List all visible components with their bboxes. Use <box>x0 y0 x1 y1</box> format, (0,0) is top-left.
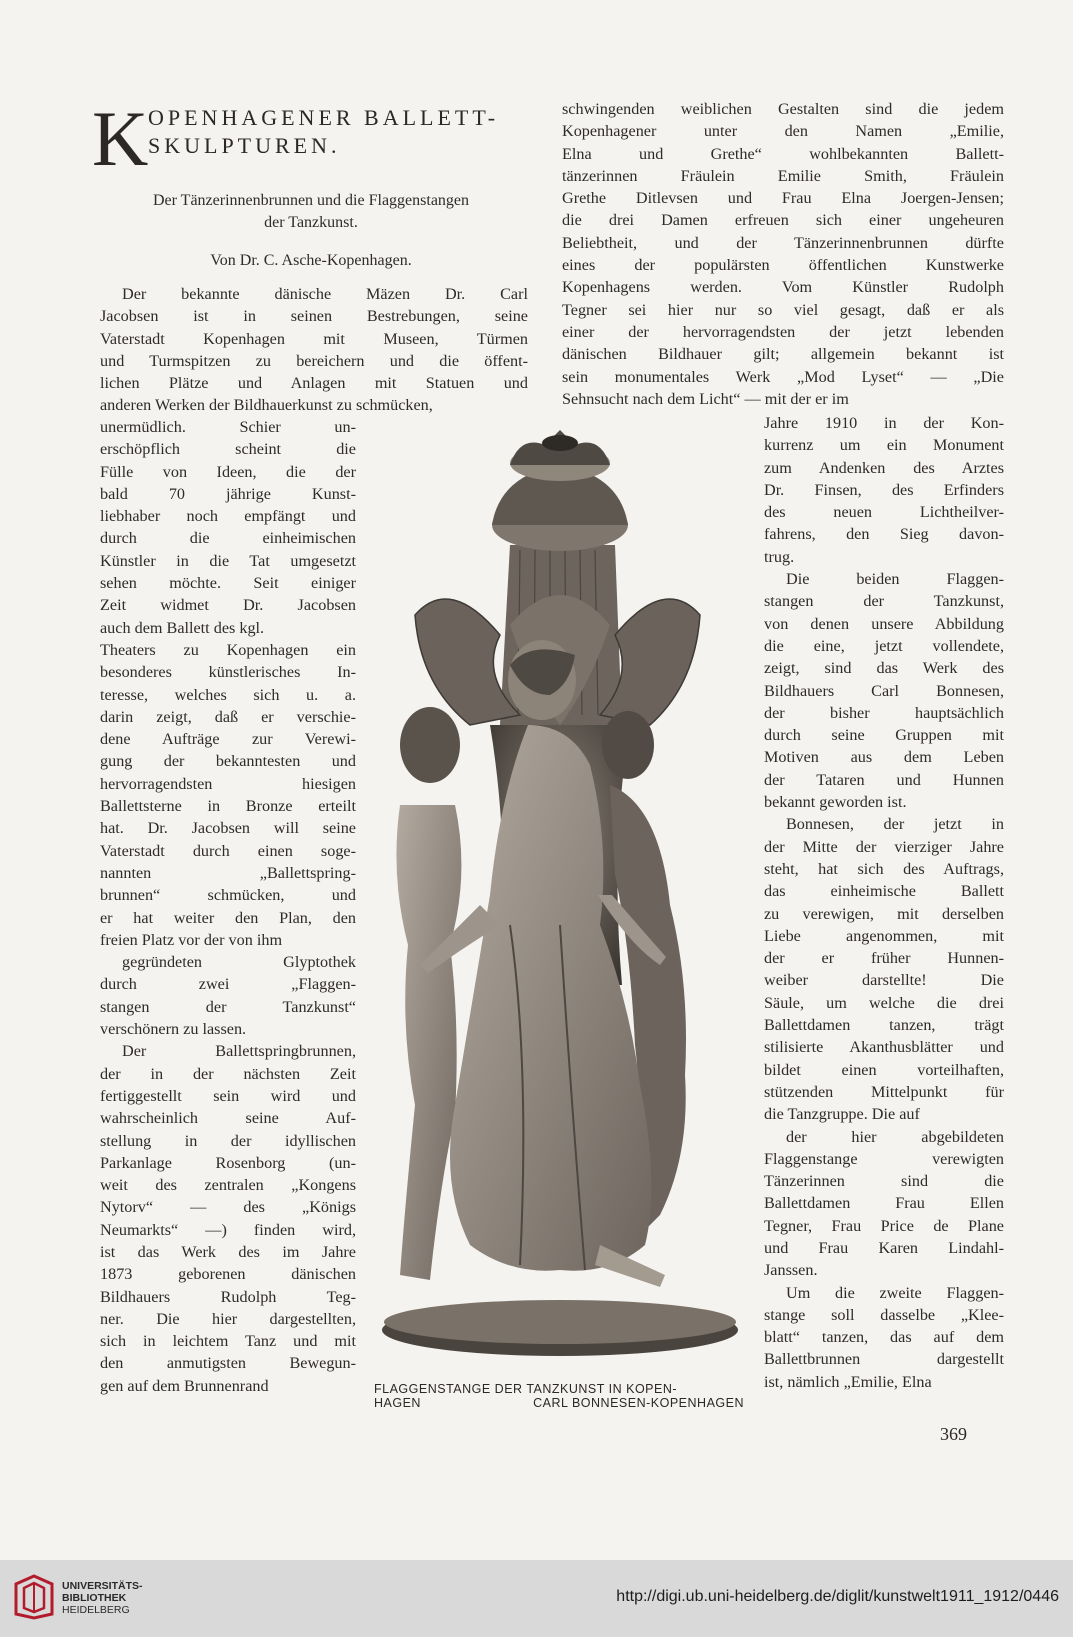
text-line: teresse, welches sich u. a. <box>100 685 356 704</box>
text-line: auch dem Ballett des kgl. <box>100 618 265 637</box>
text-line: weiber darstellte! Die <box>764 971 1004 990</box>
library-line-1: UNIVERSITÄTS- <box>62 1580 143 1592</box>
article-author: Von Dr. C. Asche-Kopenhagen. <box>210 252 412 269</box>
text-line: blatt“ tanzen, das auf dem <box>764 1328 1004 1347</box>
text-line: das einheimische Ballett <box>764 882 1004 901</box>
text-line: Tegner, Frau Price de Plane <box>764 1216 1004 1235</box>
text-line: erschöpflich scheint die <box>100 440 356 459</box>
text-line: zum Andenken des Arztes <box>764 458 1004 477</box>
right-column-full <box>562 98 1004 410</box>
text-line: verschönern zu lassen. <box>100 1020 247 1039</box>
text-line: die Tanzgruppe. Die auf <box>764 1105 920 1124</box>
text-line: Janssen. <box>764 1261 818 1280</box>
text-line: steht, hat sich des Auftrags, <box>764 859 1004 878</box>
text-line: fertiggestellt sein wird und <box>100 1086 356 1105</box>
text-line: Theaters zu Kopenhagen ein <box>100 640 356 659</box>
text-line: Bonnesen, der jetzt in <box>786 815 1004 834</box>
title-dropcap: K <box>92 95 149 182</box>
text-line: die drei Damen erfreuen sich einer ungeheuren <box>562 211 1004 230</box>
footer-bar <box>0 1560 1073 1637</box>
text-line: Ballettdamen tanzen, trägt <box>764 1016 1004 1035</box>
text-line: Neumarkts“ —) finden wird, <box>100 1220 356 1239</box>
source-url-link[interactable]: http://digi.ub.uni-heidelberg.de/diglit/kunstwelt1911_1912/0446 <box>616 1588 1059 1605</box>
figure-caption <box>374 1382 744 1410</box>
text-line: stilisierte Akanthusblätter und <box>764 1038 1004 1057</box>
text-line: anderen Werken der Bildhauerkunst zu schmücken, <box>100 396 433 415</box>
text-line: bekannt geworden ist. <box>764 793 907 812</box>
text-line: gung der bekanntesten und <box>100 752 356 771</box>
text-line: Fülle von Ideen, die der <box>100 462 356 481</box>
text-line: Vaterstadt durch einen soge- <box>100 841 356 860</box>
text-line: sehen möchte. Seit einiger <box>100 574 356 593</box>
library-logo-icon <box>12 1574 56 1620</box>
text-line: Motiven aus dem Leben <box>764 748 1004 767</box>
left-column-full <box>100 283 528 417</box>
text-line: des neuen Lichtheilver- <box>764 503 1004 522</box>
text-line: Flaggenstange verewigten <box>764 1149 1004 1168</box>
text-line: den anmutigsten Bewegun- <box>100 1354 356 1373</box>
title-line-1: OPENHAGENER BALLETT- <box>148 105 500 130</box>
text-line: stützenden Mittelpunkt für <box>764 1082 1004 1101</box>
text-line: 1873 geborenen dänischen <box>100 1265 356 1284</box>
text-line: liebhaber noch empfängt und <box>100 507 356 526</box>
text-line: der Mitte der vierziger Jahre <box>764 837 1004 856</box>
text-line: bald 70 jährige Kunst- <box>100 484 356 503</box>
text-line: Säule, um welche die drei <box>764 993 1004 1012</box>
subtitle-line-1: Der Tänzerinnenbrunnen und die Flaggenstangen <box>152 192 470 209</box>
text-line: Bildhauers Carl Bonnesen, <box>764 681 1004 700</box>
text-line: Vaterstadt Kopenhagen mit Museen, Türmen <box>100 329 528 348</box>
text-line: Um die zweite Flaggen- <box>786 1283 1004 1302</box>
article-title <box>92 95 542 182</box>
library-line-3: HEIDELBERG <box>62 1604 130 1616</box>
text-line: besonderes künstlerisches In- <box>100 663 356 682</box>
text-line: stellung in der idyllischen <box>100 1131 356 1150</box>
text-line: von denen unsere Abbildung <box>764 614 1004 633</box>
text-line: Der Ballettspringbrunnen, <box>122 1042 356 1061</box>
caption-line-2-right: CARL BONNESEN-KOPENHAGEN <box>533 1396 744 1410</box>
text-line: Ballettsterne in Bronze erteilt <box>100 797 356 816</box>
text-line: eines der populärsten öffentlichen Kunstwerke <box>562 256 1004 275</box>
text-line: Beliebtheit, und der Tänzerinnenbrunnen dürfte <box>562 233 1004 252</box>
text-line: Ballettdamen Frau Ellen <box>764 1194 1004 1213</box>
text-line: sich in leichtem Tanz und mit <box>100 1332 356 1351</box>
text-line: wahrscheinlich seine Auf- <box>100 1109 356 1128</box>
text-line: der bisher hauptsächlich <box>764 703 1004 722</box>
left-column-narrow <box>100 416 356 1397</box>
text-line: Tegner sei hier nur so viel gesagt, daß er als <box>562 300 1004 319</box>
text-line: dene Aufträge zur Verewi- <box>100 730 356 749</box>
text-line: und Frau Karen Lindahl- <box>764 1238 1004 1257</box>
text-line: gegründeten Glyptothek <box>122 953 356 972</box>
text-line: Tänzerinnen sind die <box>764 1172 1004 1191</box>
library-line-2: BIBLIOTHEK <box>62 1592 127 1604</box>
text-line: der er früher Hunnen- <box>764 949 1004 968</box>
text-line: zeigt, sind das Werk des <box>764 659 1004 678</box>
text-line: Künstler in die Tat umgesetzt <box>100 551 356 570</box>
text-line: brunnen“ schmücken, und <box>100 886 356 905</box>
text-line: Dr. Finsen, des Erfinders <box>764 480 1004 499</box>
text-line: trug. <box>764 547 795 566</box>
text-line: Zeit widmet Dr. Jacobsen <box>100 596 356 615</box>
text-line: durch seine Gruppen mit <box>764 726 1004 745</box>
text-line: Elna und Grethe“ wohlbekannten Ballett- <box>562 144 1004 163</box>
text-line: Bildhauers Rudolph Teg- <box>100 1287 356 1306</box>
text-line: dänischen Bildhauer gilt; allgemein bekannt ist <box>562 345 1004 364</box>
text-line: einer der hervorragendsten der jetzt lebenden <box>562 322 1004 341</box>
text-line: lichen Plätze und Anlagen mit Statuen und <box>100 374 528 393</box>
text-line: schwingenden weiblichen Gestalten sind die jedem <box>562 100 1004 118</box>
article-subtitle <box>92 190 530 234</box>
text-line: unermüdlich. Schier un- <box>100 418 356 436</box>
text-line: zu verewigen, mit derselben <box>764 904 1004 923</box>
caption-line-2-left: HAGEN <box>374 1396 421 1410</box>
text-line: Parkanlage Rosenborg (un- <box>100 1153 356 1172</box>
text-line: stangen der Tanzkunst“ <box>100 997 356 1016</box>
text-line: hat. Dr. Jacobsen will seine <box>100 819 356 838</box>
text-line: sein monumentales Werk „Mod Lyset“ — „Die <box>562 367 1004 386</box>
page-number: 369 <box>940 1424 967 1444</box>
text-line: stangen der Tanzkunst, <box>764 592 1004 611</box>
title-line-2: SKULPTUREN. <box>148 133 341 158</box>
text-line: durch zwei „Flaggen- <box>100 975 356 994</box>
text-line: Jahre 1910 in der Kon- <box>764 414 1004 432</box>
text-line: hervorragendsten hiesigen <box>100 774 356 793</box>
text-line: Sehnsucht nach dem Licht“ — mit der er im <box>562 389 849 408</box>
text-line: weit des zentralen „Kongens <box>100 1176 356 1195</box>
text-line: Nytorv“ — des „Königs <box>100 1198 356 1217</box>
caption-line-1: FLAGGENSTANGE DER TANZKUNST IN KOPEN- <box>374 1382 678 1396</box>
text-line: Jacobsen ist in seinen Bestrebungen, seine <box>100 307 528 326</box>
text-line: ist das Werk des im Jahre <box>100 1242 356 1261</box>
text-line: tänzerinnen Fräulein Emilie Smith, Fräulein <box>562 166 1004 185</box>
text-line: Der bekannte dänische Mäzen Dr. Carl <box>122 285 528 303</box>
text-line: nannten „Ballettspring- <box>100 863 356 882</box>
text-line: Liebe angenommen, mit <box>764 926 1004 945</box>
text-line: Kopenhagener unter den Namen „Emilie, <box>562 122 1004 141</box>
text-line: die eine, jetzt vollendete, <box>764 636 1004 655</box>
text-line: der in der nächsten Zeit <box>100 1064 356 1083</box>
text-line: Kopenhagens werden. Vom Künstler Rudolph <box>562 278 1004 297</box>
text-line: freien Platz vor der von ihm <box>100 930 283 949</box>
text-line: stange soll dasselbe „Klee- <box>764 1305 1004 1324</box>
text-line: der hier abgebildeten <box>786 1127 1004 1146</box>
text-line: kurrenz um ein Monument <box>764 436 1004 455</box>
right-column-narrow <box>764 412 1004 1393</box>
text-line: und Turmspitzen zu bereichern und die öffent- <box>100 351 528 370</box>
text-line: darin zeigt, daß er verschie- <box>100 707 356 726</box>
text-line: ner. Die hier dargestellten, <box>100 1309 356 1328</box>
subtitle-line-2: der Tanzkunst. <box>264 214 358 231</box>
text-line: Grethe Ditlevsen und Frau Elna Joergen-Jensen; <box>562 189 1004 208</box>
text-line: ist, nämlich „Emilie, Elna <box>764 1372 932 1391</box>
library-name[interactable] <box>62 1580 143 1616</box>
text-line: gen auf dem Brunnenrand <box>100 1376 269 1395</box>
sculpture-photo <box>360 425 755 1362</box>
text-line: Die beiden Flaggen- <box>786 570 1004 589</box>
text-line: bildet einen vorteilhaften, <box>764 1060 1004 1079</box>
text-line: fahrens, den Sieg davon- <box>764 525 1004 544</box>
text-line: Ballettbrunnen dargestellt <box>764 1350 1004 1369</box>
text-line: durch die einheimischen <box>100 529 356 548</box>
text-line: er hat weiter den Plan, den <box>100 908 356 927</box>
text-line: der Tataren und Hunnen <box>764 770 1004 789</box>
